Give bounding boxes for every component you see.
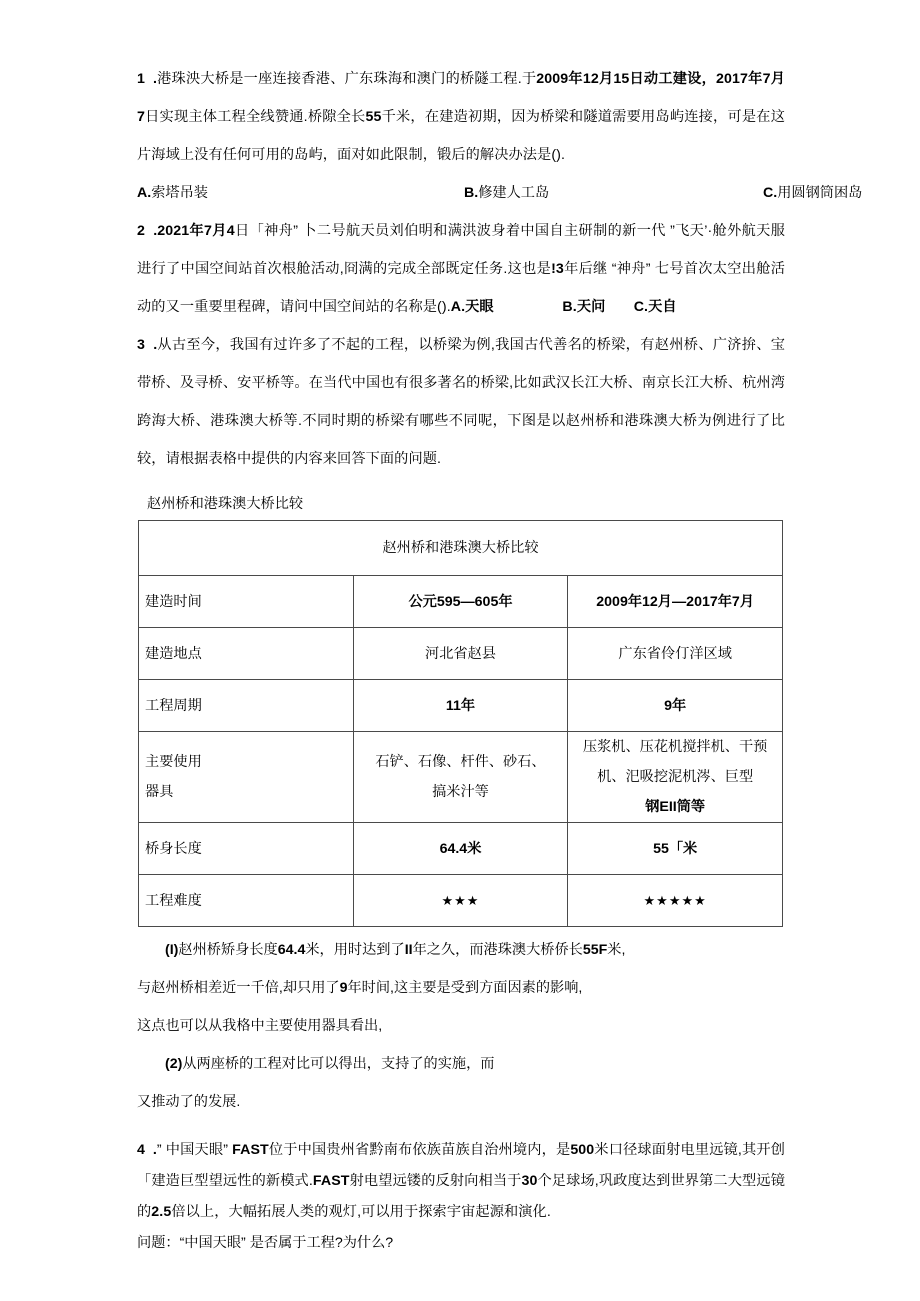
question-2-number: 2 <box>137 223 145 239</box>
cell-hzmb-build-time: 2009年12月—2017年7月 <box>568 576 783 628</box>
spacer <box>137 1121 785 1135</box>
table-header-cell: 赵州桥和港珠澳大桥比较 <box>139 521 783 576</box>
table-caption: 赵州桥和港珠澳大桥比较 <box>147 496 304 512</box>
option-2-b-key: B. <box>562 299 577 315</box>
text-run: 2021 <box>157 223 190 239</box>
text-run: 与赵州桥相差近一千倍,却只用了 <box>137 980 340 996</box>
text-run: 年 <box>748 71 763 87</box>
option-2-c[interactable] <box>634 299 677 315</box>
text-run: 4 <box>226 223 235 239</box>
question-1-body <box>137 71 785 163</box>
table-header-row <box>139 521 783 576</box>
text-run: 9 <box>339 980 348 996</box>
text-run: 30 <box>521 1173 538 1189</box>
cell-hzmb-build-place: 广东省伶仃洋区域 <box>568 628 783 680</box>
text-run: 年 <box>189 223 204 239</box>
subquestion-1-line1 <box>178 942 625 958</box>
cell-zhaozhou-length: 64.4米 <box>353 823 568 875</box>
text-run: 射电望远镂的反射向相当于 <box>349 1173 522 1189</box>
text-run: 12 <box>582 71 599 87</box>
subquestion-2-line1: 从两座桥的工程对比可以得出，支持了的实施，而 <box>182 1056 495 1072</box>
cell-zhaozhou-tools-line1: 石铲、石像、杆件、砂石、 <box>375 754 546 770</box>
text-run: 15 <box>613 71 630 87</box>
option-2-a-label: 天眼 <box>465 299 494 315</box>
question-4-prompt: 问题：“中国天眼” 是否属于工程?为什么? <box>137 1235 394 1251</box>
text-run: 「神舟” 卜二号航天员刘伯明和满洪波身着中国自主研制的新一代 ”飞天’·舱外航天服进行了中国空间站首次根舱活动,冏满的完成全部既定任务.这也是 <box>137 223 785 277</box>
subquestion-1 <box>137 931 785 969</box>
text-run: FAST <box>312 1173 350 1189</box>
cell-hzmb-duration: 9年 <box>568 680 783 732</box>
option-1-b-label: 修建人工岛 <box>478 185 550 201</box>
option-2-b-label: 天问 <box>576 299 606 315</box>
question-4-body <box>137 1142 785 1220</box>
document-content <box>137 60 863 1259</box>
subquestion-1-marker: (I) <box>165 942 179 958</box>
option-1-a-key: A. <box>137 185 152 201</box>
question-3-body: 从古至今，我国有过许多了不起的工程，以桥梁为例,我国古代善名的桥梁，有赵州桥、广济拚、宝带桥、及寻桥、安平桥等。在当代中国也有很多著名的桥梁,比如武汉长江大桥、南京长江大桥、杭州湾跨海大桥、港珠澳大桥等.不同时期的桥梁有哪些不同呢，下图是以赵州桥和港珠澳大桥为例进行了比较，请根据表格中提供的内容来回答下面的问题. <box>137 337 785 467</box>
question-1: 1 .港珠泱大桥是一座连接香港、广东珠海和澳门的桥隧工程.于2009年12月15日动工建设，2017年7月7日实现主体工程全线赞通.桥隙全长55千米，在建造初期，因为桥梁和隧道需要用岛屿连接，可是在这片海域上没有任何可用的岛屿，面对如此限制，锻后的解决办法是(). <box>137 71 785 163</box>
cell-hzmb-difficulty: ★★★★★ <box>568 875 783 927</box>
row-label-build-time: 建造时间 <box>139 576 354 628</box>
subquestion-1-line3: 这点也可以从我格中主要使用器具看出, <box>137 1018 383 1034</box>
text-run: 2017 <box>716 71 748 87</box>
text-run: ” 中国天眼” <box>156 1142 233 1158</box>
option-2-a[interactable] <box>451 299 494 315</box>
option-1-a-label: 索塔吊装 <box>151 185 208 201</box>
spacer <box>137 478 785 486</box>
cell-zhaozhou-duration: 11年 <box>353 680 568 732</box>
text-run: 日动工建设， <box>629 71 717 87</box>
text-run: 日 <box>234 223 250 239</box>
option-1-c[interactable] <box>763 174 862 212</box>
option-1-c-label: 用圆钢筒困岛 <box>777 185 863 201</box>
text-run: 月 <box>598 71 614 87</box>
text-run: FAST <box>232 1142 269 1158</box>
subquestion-1-line2 <box>137 969 785 1007</box>
text-run: 千米，在建造初期，因为桥梁和隧道需要用岛屿连接，可是在这片海域上没有任何可用的岛屿，面对如此限制，锻后的解决办法是(). <box>137 109 785 163</box>
text-run: 个足球场,巩政度达到世界第二大型远镜的 <box>137 1173 785 1220</box>
bridge-comparison-table <box>138 520 783 927</box>
question-1-number: 1 <box>137 71 145 87</box>
row-label-tools-line1: 主要使用 <box>145 754 202 770</box>
text-run: 55F <box>582 942 608 958</box>
cell-zhaozhou-tools-line2: 搞米汁等 <box>432 784 489 800</box>
text-run: 2009 <box>536 71 569 87</box>
text-run: 米, <box>607 942 626 958</box>
row-label-tools <box>139 732 354 823</box>
text-run: 年 <box>568 71 583 87</box>
option-1-a[interactable] <box>137 174 208 212</box>
option-1-b[interactable] <box>464 174 549 212</box>
cell-hzmb-length: 55「米 <box>568 823 783 875</box>
row-label-tools-line2: 器具 <box>145 784 174 800</box>
text-run: 2.5 <box>151 1204 172 1220</box>
text-run: 年时间,这主要是受到方面因素的影响, <box>347 980 583 996</box>
table-body <box>139 521 783 927</box>
table-row <box>139 576 783 628</box>
text-run: 7 <box>762 71 771 87</box>
subquestion-2-line2: 又推动了的发展. <box>137 1094 241 1110</box>
text-run: 赵州桥矫身长度 <box>178 942 278 958</box>
text-run: 500 <box>570 1142 595 1158</box>
cell-hzmb-tools <box>568 732 783 823</box>
cell-zhaozhou-tools <box>353 732 568 823</box>
text-run: 年后继 “神舟” 七号首次太空出舱活动的又一重要里程碑，请问中国空间站的名称是(). <box>137 261 786 315</box>
option-1-c-key: C. <box>763 185 778 201</box>
subquestion-2-marker: (2) <box>165 1056 183 1072</box>
question-2: 2 .2021年7月4日「神舟” 卜二号航天员刘伯明和满洪波身着中国自主研制的新一代 ”飞天’·舱外航天服进行了中国空间站首次根舱活动,冏满的完成全部既定任务.这也是!3年后继 “神舟” 七号首次太空出舱活动的又一重要里程碑，请问中国空间站的名称是().A.天眼 B.天问 C.天自 <box>137 223 786 315</box>
table-row <box>139 628 783 680</box>
option-2-c-key: C. <box>633 299 649 315</box>
cell-zhaozhou-build-time: 公元595—605年 <box>353 576 568 628</box>
row-label-length: 桥身长度 <box>139 823 354 875</box>
subquestion-2 <box>137 1045 785 1083</box>
text-run: 位于中国贵州省黔南布依族苗族自治州境内，是 <box>268 1142 571 1158</box>
question-4: 4 .” 中国天眼” FAST位于中国贵州省黔南布依族苗族自治州境内，是500米口径球面射电里远镜,其开创「建造巨型望远性的新模式.FAST射电望远镂的反射向相当于30个足球场,巩政度达到世界第二大型远镜的2.5倍以上，大幅拓展人类的观灯,可以用于探索宇宙起源和演化. <box>137 1142 786 1220</box>
row-label-build-place: 建造地点 <box>139 628 354 680</box>
row-label-difficulty: 工程难度 <box>139 875 354 927</box>
table-row <box>139 732 783 823</box>
text-run: 64.4 <box>277 942 306 958</box>
text-run: 日实现主体工程全线赞通.桥隙全长 <box>145 109 366 125</box>
table-row <box>139 823 783 875</box>
question-4-number: 4 <box>137 1142 145 1158</box>
table-row <box>139 875 783 927</box>
text-run: 年之久，而港珠澳大桥侨长 <box>412 942 583 958</box>
row-label-duration: 工程周期 <box>139 680 354 732</box>
option-2-a-key: A. <box>450 299 466 315</box>
cell-hzmb-tools-line1: 压浆机、压花机搅拌机、干预机、汜吸挖泥机涔、巨型 <box>582 739 768 785</box>
text-run: 港珠泱大桥是一座连接香港、广东珠海和澳门的桥隧工程.于 <box>157 71 537 87</box>
text-run: !3 <box>551 261 564 277</box>
option-2-c-label: 天自 <box>648 299 677 315</box>
text-run: 米，用时达到了 <box>305 942 405 958</box>
text-run: 55 <box>365 109 382 125</box>
question-1-options <box>137 174 863 212</box>
question-3: 3 .从古至今，我国有过许多了不起的工程，以桥梁为例,我国古代善名的桥梁，有赵州桥、广济拚、宝带桥、及寻桥、安平桥等。在当代中国也有很多著名的桥梁,比如武汉长江大桥、南京长江大桥、杭州湾跨海大桥、港珠澳大桥等.不同时期的桥梁有哪些不同呢，下图是以赵州桥和港珠澳大桥为例进行了比较，请根据表格中提供的内容来回答下面的问题. <box>137 337 785 467</box>
option-2-b[interactable] <box>562 299 605 315</box>
text-run: 月 <box>770 71 785 87</box>
text-run: 倍以上，大幅拓展人类的观灯,可以用于探索宇宙起源和演化. <box>171 1204 551 1220</box>
cell-zhaozhou-difficulty: ★★★ <box>353 875 568 927</box>
question-3-number: 3 <box>137 337 145 353</box>
text-run: 7 <box>203 223 212 239</box>
option-1-b-key: B. <box>464 185 479 201</box>
table-row <box>139 680 783 732</box>
cell-hzmb-tools-line2: 钢EII筒等 <box>645 799 706 815</box>
text-run: 月 <box>211 223 227 239</box>
cell-zhaozhou-build-place: 河北省赵县 <box>353 628 568 680</box>
text-run: II <box>404 942 413 958</box>
text-run: 米口径球面射电里远镜,其开创「建造巨型望远性的新模式. <box>137 1142 786 1189</box>
text-run: 7 <box>137 109 145 125</box>
